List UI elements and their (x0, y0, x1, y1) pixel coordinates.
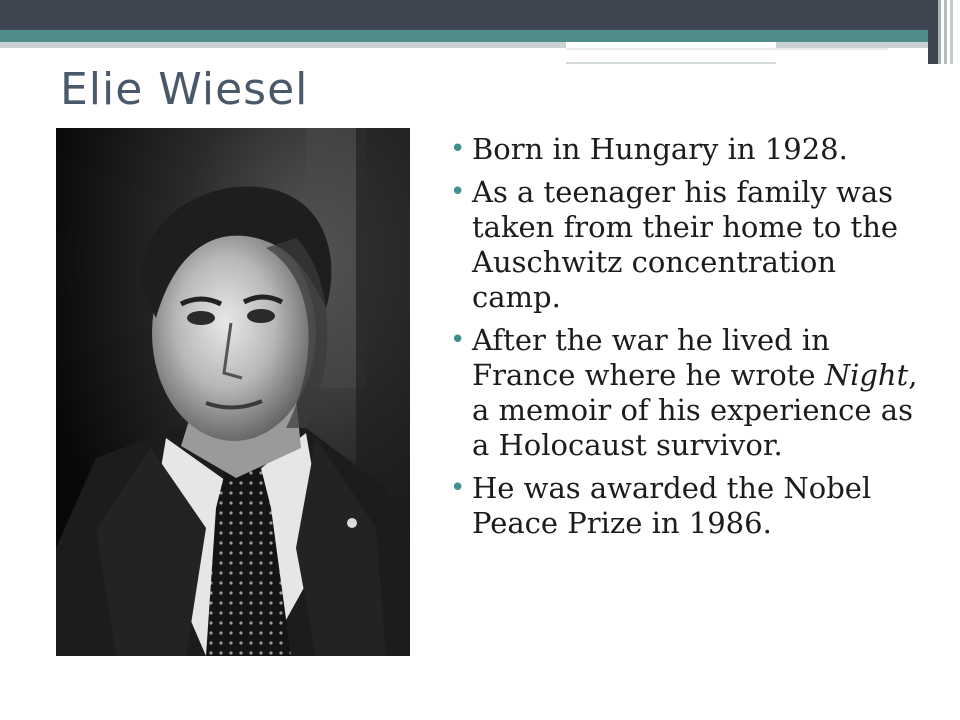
bullet-text: Born in Hungary in 1928. (472, 132, 848, 166)
book-title-night: Night (824, 358, 909, 392)
bullet-item (450, 323, 920, 463)
bullet-marker: • (450, 134, 466, 164)
bullet-text-start: After the war he lived in France where he wrote (472, 323, 830, 392)
bullet-list (450, 132, 920, 549)
top-banner-teal (0, 30, 960, 42)
banner-right-stripes (928, 0, 960, 64)
bullet-item (450, 132, 920, 167)
banner-notch (566, 42, 776, 64)
bullet-marker: • (450, 325, 466, 355)
slide-title: Elie Wiesel (60, 64, 309, 115)
bullet-marker: • (450, 473, 466, 503)
top-banner-dark (0, 0, 960, 30)
bullet-text: He was awarded the Nobel Peace Prize in 1986. (472, 471, 872, 540)
bullet-marker: • (450, 177, 466, 207)
bullet-text: As a teenager his family was taken from their home to the Auschwitz concentration camp. (472, 175, 899, 314)
bullet-item (450, 471, 920, 541)
banner-line-lower (566, 62, 776, 64)
bullet-text-end: , a memoir of his experience as a Holocaust survivor. (472, 358, 918, 462)
portrait-photo (56, 128, 410, 656)
bullet-item (450, 175, 920, 315)
portrait-image (56, 128, 410, 656)
banner-line (566, 48, 888, 50)
